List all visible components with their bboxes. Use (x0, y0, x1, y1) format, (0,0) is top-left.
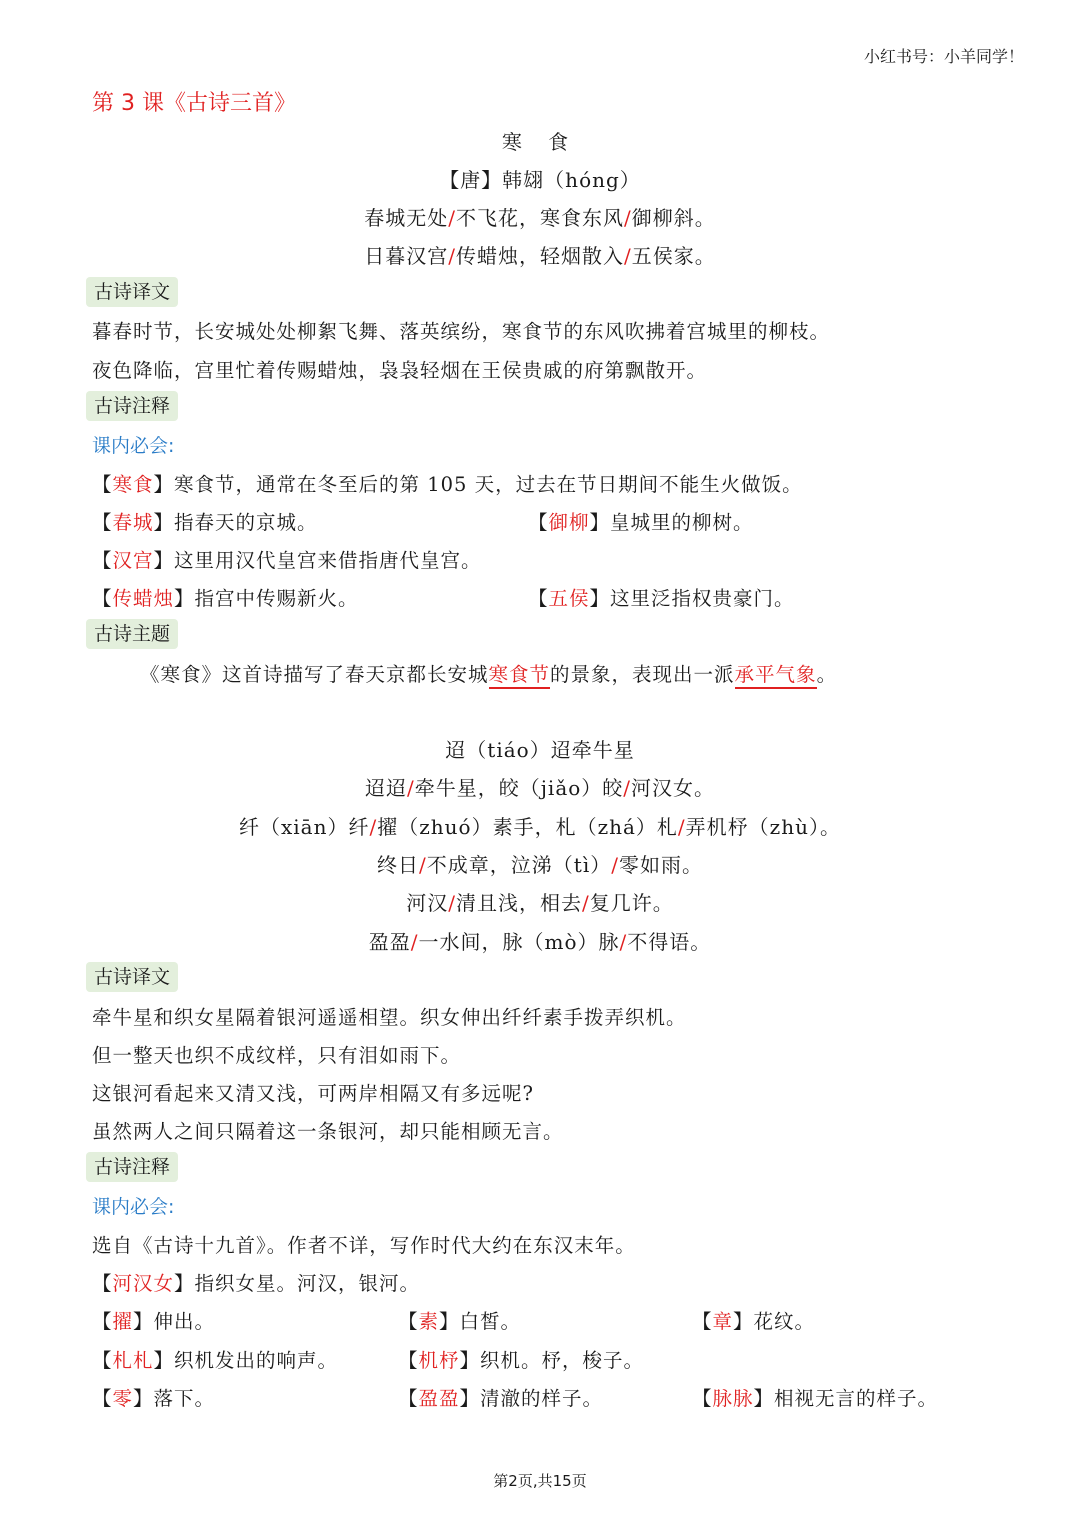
note-item: 【章】花纹。 (692, 1310, 816, 1333)
note-item: 【春城】指春天的京城。 (92, 511, 318, 534)
poem2-must-know: 课内必会: (92, 1196, 175, 1218)
slash-mark: / (619, 930, 628, 954)
note-item: 【御柳】皇城里的柳树。 (528, 511, 754, 534)
slash-mark: / (582, 891, 590, 915)
note-item: 【传蜡烛】指宫中传赐新火。 (92, 587, 359, 610)
poem2-source-note: 选自《古诗十九首》。作者不详，写作时代大约在东汉末年。 (92, 1234, 636, 1257)
slash-mark: / (624, 244, 632, 268)
poem1-must-know: 课内必会: (92, 435, 175, 457)
poem2-line: 终日/不成章，泣涕（tì）/零如雨。 (377, 853, 703, 877)
note-item: 【寒食】寒食节，通常在冬至后的第 105 天，过去在节日期间不能生火做饭。 (92, 473, 803, 496)
slash-mark: / (611, 853, 619, 877)
highlight-festival: 寒食节 (489, 663, 551, 689)
poem1-author: 【唐】韩翃（hóng） (439, 168, 641, 192)
slash-mark: / (419, 853, 427, 877)
poem2-translation-line: 但一整天也织不成纹样，只有泪如雨下。 (92, 1044, 462, 1067)
source-watermark: 小红书号：小羊同学！ (863, 47, 1024, 66)
note-item: 【盈盈】清澈的样子。 (398, 1387, 604, 1410)
poem1-line1: 春城无处/不飞花，寒食东风/御柳斜。 (364, 206, 716, 230)
poem1-theme-tag: 古诗主题 (86, 619, 178, 649)
note-item: 【素】白皙。 (398, 1310, 522, 1333)
poem2-translation-line: 牵牛星和织女星隔着银河遥遥相望。织女伸出纤纤素手拨弄织机。 (92, 1006, 687, 1029)
note-item: 【脉脉】相视无言的样子。 (692, 1387, 939, 1410)
poem1-title: 寒 食 (501, 130, 579, 154)
slash-mark: / (624, 206, 632, 230)
poem1-translation-line: 暮春时节，长安城处处柳絮飞舞、落英缤纷，寒食节的东风吹拂着宫城里的柳枝。 (92, 320, 831, 343)
poem2-line: 纤（xiān）纤/擢（zhuó）素手，札（zhá）札/弄机杼（zhù）。 (239, 815, 841, 839)
slash-mark: / (448, 244, 456, 268)
note-item: 【擢】伸出。 (92, 1310, 216, 1333)
poem2-translation-tag: 古诗译文 (86, 962, 178, 992)
poem1-translation-line: 夜色降临，宫里忙着传赐蜡烛，袅袅轻烟在王侯贵戚的府第飘散开。 (92, 359, 708, 382)
poem1-notes-tag: 古诗注释 (86, 391, 178, 421)
slash-mark: / (448, 206, 456, 230)
slash-mark: / (369, 815, 378, 839)
poem2-line: 迢迢/牵牛星，皎（jiǎo）皎/河汉女。 (364, 776, 716, 800)
slash-mark: / (623, 776, 632, 800)
poem1-line2: 日暮汉宫/传蜡烛，轻烟散入/五侯家。 (364, 244, 716, 268)
poem2-notes-tag: 古诗注释 (86, 1152, 178, 1182)
slash-mark: / (448, 891, 456, 915)
note-item: 【札札】织机发出的响声。 (92, 1349, 339, 1372)
note-item: 【汉宫】这里用汉代皇宫来借指唐代皇宫。 (92, 549, 482, 572)
slash-mark: / (677, 815, 686, 839)
poem2-title: 迢（tiáo）迢牵牛星 (445, 738, 635, 762)
highlight-peace: 承平气象 (735, 663, 817, 689)
note-item: 【五侯】这里泛指权贵豪门。 (528, 587, 795, 610)
slash-mark: / (406, 776, 415, 800)
page-number: 第2页,共15页 (493, 1472, 587, 1490)
note-item: 【零】落下。 (92, 1387, 216, 1410)
poem1-theme-text: 《寒食》这首诗描写了春天京都长安城寒食节的景象，表现出一派承平气象。 (140, 659, 837, 687)
lesson-title: 第 3 课《古诗三首》 (92, 91, 296, 116)
note-item: 【机杼】织机。杼，梭子。 (398, 1349, 645, 1372)
poem2-line: 河汉/清且浅，相去/复几许。 (406, 891, 674, 915)
poem1-translation-tag: 古诗译文 (86, 277, 178, 307)
poem2-line: 盈盈/一水间，脉（mò）脉/不得语。 (368, 930, 712, 954)
poem2-translation-line: 这银河看起来又清又浅，可两岸相隔又有多远呢? (92, 1082, 534, 1105)
poem2-translation-line: 虽然两人之间只隔着这一条银河，却只能相顾无言。 (92, 1120, 564, 1143)
slash-mark: / (410, 930, 419, 954)
note-item: 【河汉女】指织女星。河汉，银河。 (92, 1272, 421, 1295)
